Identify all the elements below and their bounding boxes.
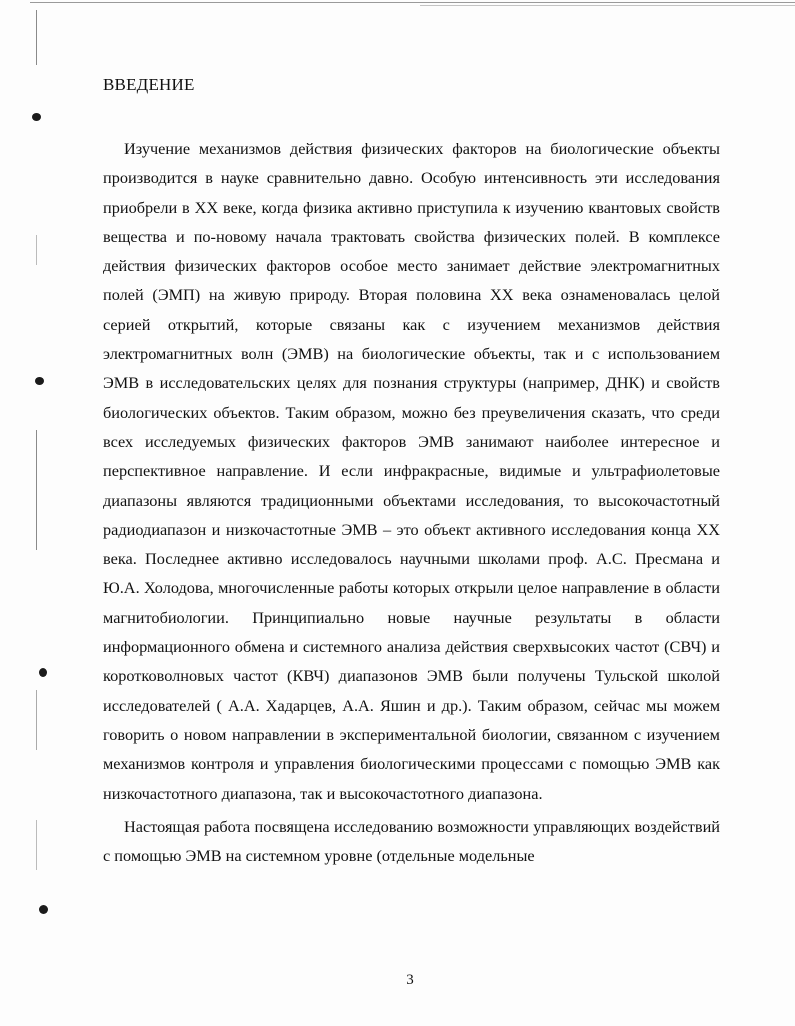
scan-edge-line: [420, 5, 795, 6]
section-heading: ВВЕДЕНИЕ: [103, 75, 195, 94]
binder-margin-line: [36, 10, 37, 65]
binder-hole-mark: [39, 668, 47, 677]
page-number: 3: [406, 972, 414, 988]
binder-margin-line: [36, 690, 37, 750]
binder-hole-mark: [39, 905, 48, 914]
binder-hole-mark: [35, 377, 44, 385]
binder-margin-line: [36, 430, 37, 550]
scan-edge-line: [30, 2, 795, 3]
body-text: [103, 134, 720, 870]
paragraph: Настоящая работа посвящена исследованию возможности управляющих воздействий с помощью ЭМВ на системном уровне (отдельные модельные: [103, 816, 720, 866]
binder-margin-line: [36, 820, 37, 870]
paragraph: Изучение механизмов действия физических факторов на биологические объекты производится в науке сравнительно давно. Особую интенсивность эти исследования приобрели в XX веке, когда физика активно приступила к изучению квантовых свойств вещества и по-новому начала трактовать свойства физических полей. В комплексе действия физических факторов особое место занимает действие электромагнитных полей (ЭМП) на живую природу. Вторая половина XX века ознаменовалась целой серией открытий, которые связаны как с изучением механизмов действия электромагнитных волн (ЭМВ) на биологические объекты, так и с использованием ЭМВ в исследовательских целях для познания структуры (например, ДНК) и свойств биологических объектов. Таким образом, можно без преувеличения сказать, что среди всех исследуемых физических факторов ЭМВ занимают наиболее интересное и перспективное направление. И если инфракрасные, видимые и ультрафиолетовые диапазоны являются традиционными объектами исследования, то высокочастотный радиодиапазон и низкочастотные ЭМВ – это объект активного исследования конца XX века. Последнее активно исследовалось научными школами проф. А.С. Пресмана и Ю.А. Холодова, многочисленные работы которых открыли целое направление в области магнитобиологии. Принципиально новые научные результаты в области информационного обмена и системного анализа действия сверхвысоких частот (СВЧ) и коротковолновых частот (КВЧ) диапазонов ЭМВ были получены Тульской школой исследователей ( А.А. Хадарцев, А.А. Яшин и др.). Таким образом, сейчас мы можем говорить о новом направлении в экспериментальной биологии, связанном с изучением механизмов контроля и управления биологическими процессами с помощью ЭМВ как низкочастотного диапазона, так и высокочастотного диапазона.: [103, 139, 720, 803]
binder-hole-mark: [32, 113, 41, 121]
binder-margin-line: [36, 235, 37, 265]
